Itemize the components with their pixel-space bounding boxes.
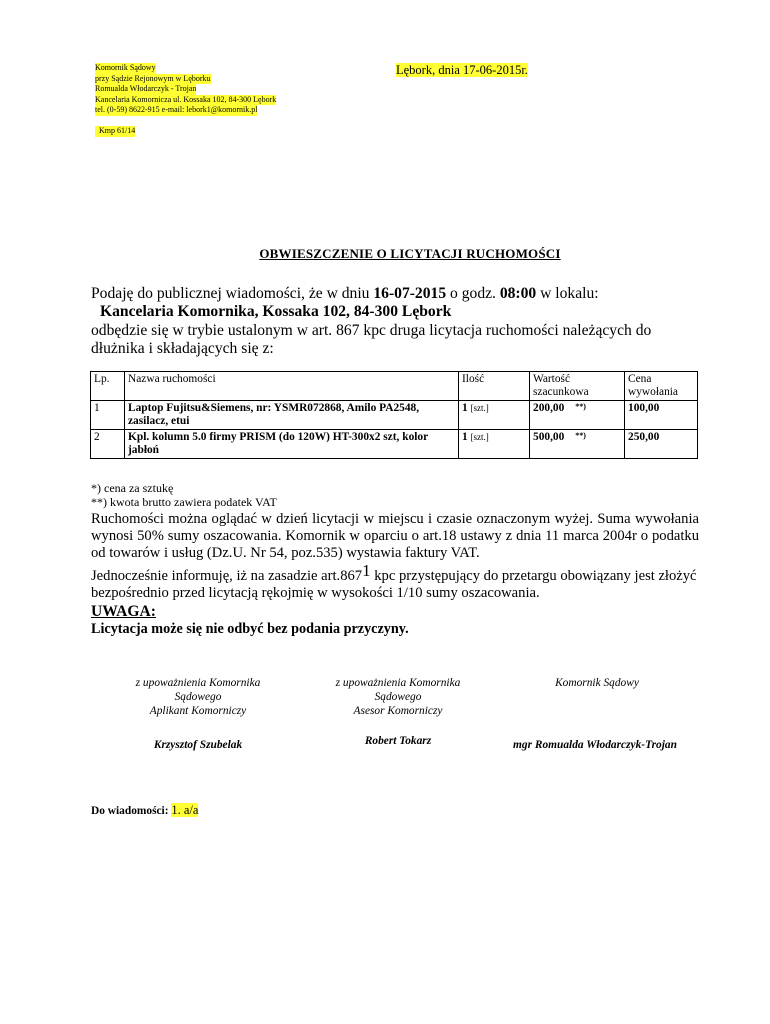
header-line: przy Sądzie Rejonowym w Lęborku (95, 73, 211, 83)
date-text: Lębork, dnia 17-06-2015r. (396, 63, 528, 77)
bailiff-header (95, 63, 325, 137)
signature-role: z upoważnienia Komornika (135, 677, 261, 689)
item-unit: [szt.] (470, 432, 489, 442)
intro-line-2: odbędzie się w trybie ustalonym w art. 867 kpc druga licytacja ruchomości należących do dłużnika i składających się z: (91, 322, 652, 357)
footnote-price: *) cena za sztukę (91, 481, 174, 495)
auction-date: 16-07-2015 (373, 285, 447, 302)
header-cell: Nazwa ruchomości (125, 372, 459, 401)
table-row (91, 430, 698, 459)
item-price: 100,00 (628, 402, 660, 414)
warning-heading: UWAGA: (91, 603, 156, 620)
name-cell (125, 430, 459, 459)
value-cell (530, 430, 625, 459)
signature-role: Komornik Sądowy (555, 677, 639, 689)
item-value: 500,00 (533, 431, 565, 443)
header-line: Komornik Sądowy (95, 63, 156, 72)
signature-title: Aplikant Komorniczy (149, 705, 247, 717)
footnotes (91, 481, 277, 509)
viewing-paragraph: Ruchomości można oglądać w dzień licytacji w miejscu i czasie oznaczonym wyżej. Suma wywołania wynosi 50% sumy oszacowania. Komornik w oparciu o art.18 ustawy z dnia 11 marca 2004r o podatku od towarów i usług (Dz.U. Nr 54, poz.535) wystawia faktury VAT. (91, 511, 699, 561)
deposit-text: Jednocześnie informuję, iż na zasadzie art.867 (91, 568, 363, 584)
header-line: tel. (0-59) 8622-915 e-mail: lebork1@komornik.pl (95, 105, 258, 115)
price-cell (625, 401, 698, 430)
distribution-value: 1. a/a (171, 803, 199, 817)
deposit-text: kpc przystępujący do przetargu obowiązany jest złożyć bezpośrednio przed licytacją rękojmię w wysokości 1/10 sumy oszacowania. (91, 568, 697, 601)
qty-cell (459, 401, 530, 430)
table-header-row (91, 372, 698, 401)
qty-cell (459, 430, 530, 459)
signature-block-3 (517, 676, 677, 690)
intro-paragraph (91, 285, 701, 358)
footnote-vat: **) kwota brutto zawiera podatek VAT (91, 495, 277, 509)
value-mark: **) (575, 431, 586, 440)
intro-text: w lokalu: (536, 285, 599, 302)
header-line: Kancelaria Komornicza ul. Kossaka 102, 84-300 Lębork (95, 94, 277, 104)
header-cell: Cena wywołania (625, 372, 698, 401)
signature-name-3: mgr Romualda Włodarczyk-Trojan (513, 739, 677, 751)
intro-text: Podaję do publicznej wiadomości, że w dniu (91, 285, 374, 302)
lp-cell: 1 (91, 401, 125, 430)
warning-block (91, 603, 409, 638)
intro-line-1 (91, 285, 701, 303)
deposit-paragraph (91, 561, 699, 602)
items-table (90, 371, 698, 459)
item-qty: 1 (462, 431, 468, 443)
auction-time: 08:00 (499, 285, 537, 302)
auction-location: Kancelaria Komornika, Kossaka 102, 84-300 Lębork (100, 303, 452, 320)
case-number: Kmp 61/14 (95, 126, 135, 137)
warning-text: Licytacja może się nie odbyć bez podania przyczyny. (91, 621, 409, 637)
header-cell: Lp. (91, 372, 125, 401)
lp-cell: 2 (91, 430, 125, 459)
value-mark: **) (575, 402, 586, 411)
distribution-footer (91, 803, 198, 818)
item-value: 200,00 (533, 402, 565, 414)
value-cell (530, 401, 625, 430)
header-line: Romualda Włodarczyk - Trojan (95, 84, 197, 94)
item-price: 250,00 (628, 431, 660, 443)
signature-title: Asesor Komorniczy (353, 705, 443, 717)
signature-name-2: Robert Tokarz (364, 735, 432, 747)
signature-role: z upoważnienia Komornika (335, 677, 461, 689)
page-title: OBWIESZCZENIE O LICYTACJI RUCHOMOŚCI (259, 246, 561, 261)
table-row (91, 401, 698, 430)
signature-block-1 (118, 676, 278, 718)
item-name: Laptop Fujitsu&Siemens, nr: YSMR072868, Amilo PA2548, zasilacz, etui (128, 402, 420, 427)
name-cell (125, 401, 459, 430)
header-cell: Ilość (459, 372, 530, 401)
item-qty: 1 (462, 402, 468, 414)
signature-role: Sądowego (174, 691, 222, 703)
document-date (396, 63, 528, 78)
header-cell: Wartość szacunkowa (530, 372, 625, 401)
signature-role: Sądowego (374, 691, 422, 703)
signature-name-1: Krzysztof Szubelak (153, 739, 243, 751)
distribution-label: Do wiadomości: (91, 805, 172, 817)
item-name: Kpl. kolumn 5.0 firmy PRISM (do 120W) HT-300x2 szt, kolor jabłoń (128, 431, 428, 456)
intro-text: o godz. (446, 285, 500, 302)
signature-block-2 (318, 676, 478, 718)
article-superscript: 1 (362, 561, 371, 580)
item-unit: [szt.] (470, 403, 489, 413)
price-cell (625, 430, 698, 459)
